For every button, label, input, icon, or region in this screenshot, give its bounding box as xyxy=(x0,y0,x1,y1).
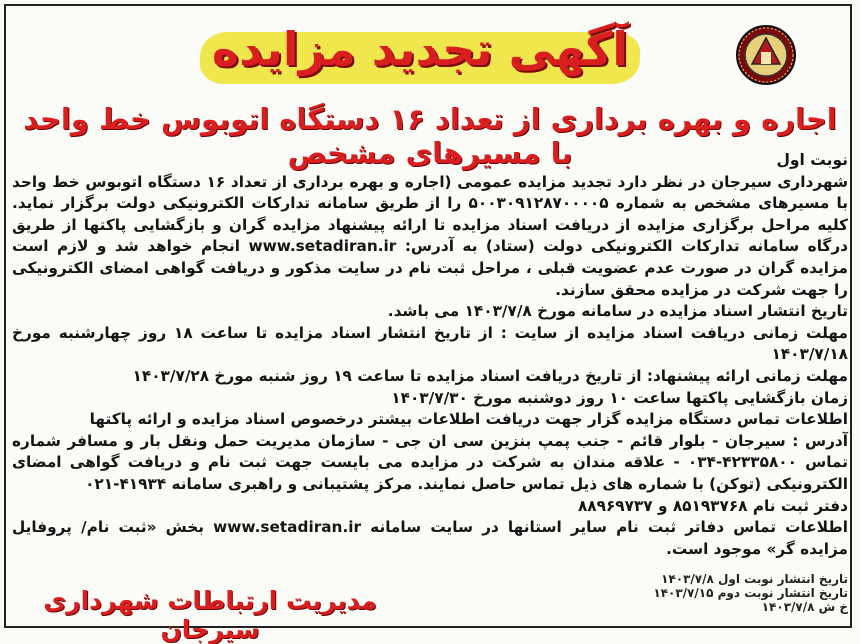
issuing-organization: مدیریت ارتباطات شهرداری سیرجان xyxy=(43,586,377,644)
setadiran-link-2[interactable]: www.setadiran.ir xyxy=(213,518,362,537)
notice-code: خ ش ۱۴۰۳/۷/۸ xyxy=(761,600,848,614)
address-paragraph: آدرس : سیرجان - بلوار قائم - جنب پمپ بنزین سی ان جی - سازمان مدیریت حمل ونقل بار و مسافر شماره تماس ۴۲۳۳۵۸۰۰-۰۳۴ - علاقه مندان به شرکت در مزایده می بایست جهت ثبت نام و دریافت گواهی امضای الکترونیکی (توکن) با شماره های ذیل تماس حاصل نمایند. مرکز پشتیبانی و راهبری سامانه ۴۱۹۳۴-۰۲۱ xyxy=(12,431,848,493)
bid-deadline-line: مهلت زمانی ارائه پیشنهاد: از تاریخ دریافت اسناد مزایده تا ساعت ۱۹ روز شنبه مورخ ۱۴۰۳/۷/۲۸ xyxy=(132,366,848,385)
intro-text-part-1: شهرداری سیرجان در نظر دارد تجدید مزایده عمومی (اجاره و بهره برداری از تعداد ۱۶ دستگاه اتوبوس خط واحد با مسیرهای مشخص به شماره ۵۰۰۳۰۹۱۲۸۷۰۰۰۰۵ را از طریق سامانه تدارکات الکترونیکی دولت برگزار نماید. کلیه مراحل برگزاری مزایده از دریافت اسناد مزایده تا ارائه پیشنهاد مزایده گران و بازگشایی پاکتها از طریق درگاه سامانه تدارکات الکترونیکی دولت (ستاد) به آدرس: xyxy=(12,172,848,256)
first-publication-date: تاریخ انتشار نوبت اول ۱۴۰۳/۷/۸ xyxy=(661,572,848,586)
contact-info-line: اطلاعات تماس دستگاه مزایده گزار جهت دریافت اطلاعات بیشتر درخصوص اسناد مزایده و ارائه پاکتها xyxy=(89,410,848,429)
notice-title: آگهی تجدید مزایده xyxy=(211,22,629,76)
round-label: نوبت اول xyxy=(776,151,848,169)
publication-dates xyxy=(628,572,848,614)
registry-office-line: دفتر ثبت نام ۸۵۱۹۳۷۶۸ و ۸۸۹۶۹۷۳۷ xyxy=(577,496,848,515)
other-provinces-text-1: اطلاعات تماس دفاتر ثبت نام سایر استانها در سایت سامانه xyxy=(370,518,848,537)
other-provinces-text-2: بخش «ثبت نام/ پروفایل مزایده گر» موجود است. xyxy=(12,518,848,558)
opening-time-line: زمان بازگشایی پاکتها ساعت ۱۰ روز دوشنبه مورخ ۱۴۰۳/۷/۳۰ xyxy=(391,388,848,407)
intro-text-part-2: انجام خواهد شد و لازم است مزایده گران در صورت عدم عضویت قبلی ، مراحل ثبت نام در سایت مذکور و دریافت گواهی امضای الکترونیکی را جهت شرکت در مزایده محقق سازند. xyxy=(12,237,848,299)
setadiran-link[interactable]: www.setadiran.ir xyxy=(248,237,397,256)
notice-subtitle: اجاره و بهره برداری از تعداد ۱۶ دستگاه اتوبوس خط واحد با مسیرهای مشخص xyxy=(23,102,837,170)
document-deadline-line: مهلت زمانی دریافت اسناد مزایده از سایت : از تاریخ انتشار اسناد مزایده تا ساعت ۱۸ روز چهارشنبه مورخ ۱۴۰۳/۷/۱۸ xyxy=(12,323,848,364)
publish-date-line: تاریخ انتشار اسناد مزایده در سامانه مورخ ۱۴۰۳/۷/۸ می باشد. xyxy=(387,302,848,321)
notice-body xyxy=(12,150,848,560)
municipality-logo-icon xyxy=(735,24,797,86)
intro-paragraph xyxy=(12,172,848,302)
second-publication-date: تاریخ انتشار نوبت دوم ۱۴۰۳/۷/۱۵ xyxy=(653,586,848,600)
other-provinces-paragraph xyxy=(12,517,848,560)
